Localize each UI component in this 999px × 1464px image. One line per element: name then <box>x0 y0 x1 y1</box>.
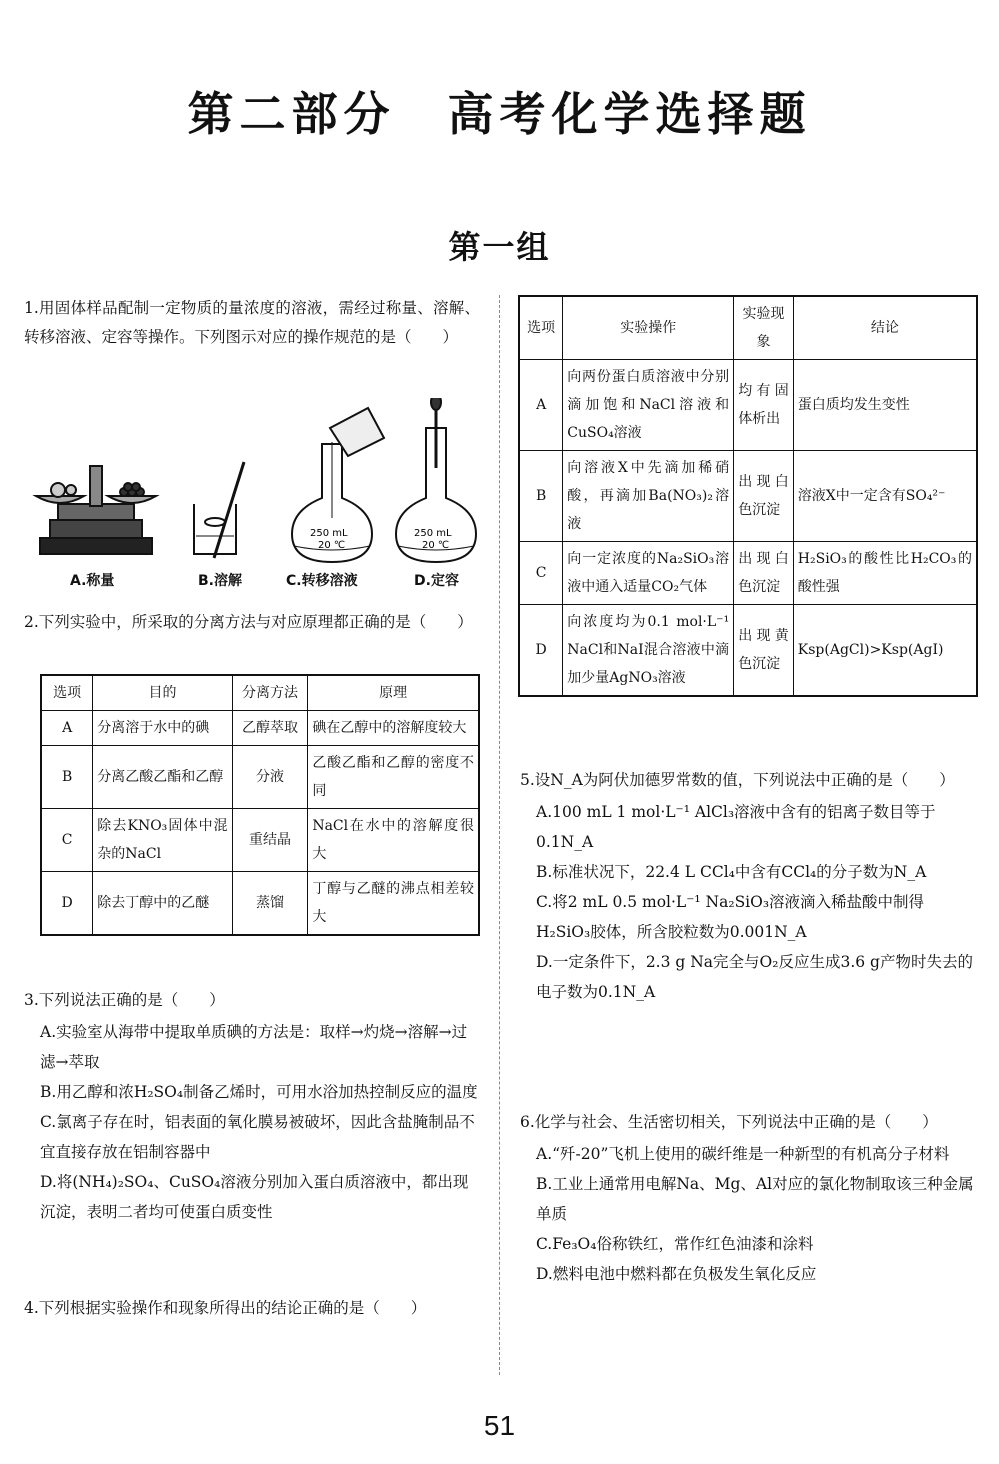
flask-label: 20 ℃ <box>422 540 450 551</box>
principle-cell: 丁醇与乙醚的沸点相差较大 <box>308 872 479 936</box>
operation-cell: 向一定浓度的Na₂SiO₃溶液中通入适量CO₂气体 <box>563 542 734 605</box>
option-text: 氯离子存在时，铝表面的氧化膜易被破坏，因此含盐腌制品不宜直接存放在铝制容器中 <box>40 1113 475 1161</box>
q2-table <box>40 674 480 936</box>
table-row <box>519 451 977 542</box>
table-row <box>41 746 479 809</box>
option-label: A. <box>536 1145 553 1163</box>
observation-cell: 出现白色沉淀 <box>734 542 794 605</box>
q2-table-wrap <box>40 674 480 936</box>
question-stem: 下列根据实验操作和现象所得出的结论正确的是（ ） <box>38 1299 427 1317</box>
q4-table <box>518 295 978 697</box>
table-row <box>41 809 479 872</box>
table-header: 结论 <box>793 296 977 360</box>
question-number: 3. <box>24 991 39 1009</box>
option-label: B. <box>40 1083 57 1101</box>
question-2 <box>24 608 480 637</box>
figure-label: A.称量 <box>70 573 115 589</box>
option-c <box>520 1229 978 1259</box>
conclusion-cell: 蛋白质均发生变性 <box>793 360 977 451</box>
conclusion-cell: H₂SiO₃的酸性比H₂CO₃的酸性强 <box>793 542 977 605</box>
goal-cell: 分离乙酸乙酯和乙醇 <box>93 746 232 809</box>
option-label: B. <box>536 1175 553 1193</box>
table-header: 原理 <box>308 675 479 711</box>
method-cell: 蒸馏 <box>232 872 308 936</box>
question-stem: 用固体样品配制一定物质的量浓度的溶液，需经过称量、溶解、转移溶液、定容等操作。下列图示对应的操作规范的是（ ） <box>24 299 480 346</box>
option-cell: A <box>41 711 93 746</box>
option-cell: B <box>41 746 93 809</box>
option-a <box>520 1139 978 1169</box>
question-number: 1. <box>24 299 39 317</box>
table-row <box>519 360 977 451</box>
option-b <box>24 1077 480 1107</box>
principle-cell: NaCl在水中的溶解度很大 <box>308 809 479 872</box>
option-text: 标准状况下，22.4 L CCl₄中含有CCl₄的分子数为N_A <box>552 863 927 881</box>
option-cell: C <box>41 809 93 872</box>
beaker-icon <box>194 462 244 558</box>
group-heading: 第一组 <box>448 228 551 266</box>
question-3 <box>24 986 480 1227</box>
option-label: A. <box>536 803 553 821</box>
table-header-row <box>41 675 479 711</box>
option-cell: A <box>519 360 563 451</box>
option-text: 100 mL 1 mol·L⁻¹ AlCl₃溶液中含有的铝离子数目等于0.1N_A <box>536 803 936 851</box>
figure-label: D.定容 <box>414 573 459 589</box>
table-header: 实验操作 <box>563 296 734 360</box>
method-cell: 分液 <box>232 746 308 809</box>
option-cell: D <box>519 605 563 697</box>
operation-cell: 向溶液X中先滴加稀硝酸，再滴加Ba(NO₃)₂溶液 <box>563 451 734 542</box>
option-text: 用乙醇和浓H₂SO₄制备乙烯时，可用水浴加热控制反应的温度 <box>56 1083 478 1101</box>
option-label: C. <box>536 893 553 911</box>
option-a <box>520 797 978 857</box>
page-number: 51 <box>483 1410 516 1441</box>
question-5 <box>520 766 978 1007</box>
option-c <box>24 1107 480 1167</box>
option-d <box>24 1167 480 1227</box>
question-stem: 下列说法正确的是（ ） <box>38 991 225 1009</box>
table-header: 分离方法 <box>232 675 308 711</box>
option-cell: C <box>519 542 563 605</box>
option-a <box>24 1017 480 1077</box>
balance-icon <box>36 466 156 554</box>
goal-cell: 分离溶于水中的碘 <box>93 711 232 746</box>
conclusion-cell: Ksp(AgCl)>Ksp(AgI) <box>793 605 977 697</box>
option-text: 实验室从海带中提取单质碘的方法是：取样→灼烧→溶解→过滤→萃取 <box>40 1023 468 1071</box>
table-header: 选项 <box>519 296 563 360</box>
observation-cell: 出现黄色沉淀 <box>734 605 794 697</box>
question-number: 5. <box>520 771 535 789</box>
question-1 <box>24 294 480 352</box>
table-row <box>519 605 977 697</box>
option-d <box>520 1259 978 1289</box>
table-row <box>519 542 977 605</box>
principle-cell: 乙酸乙酯和乙醇的密度不同 <box>308 746 479 809</box>
table-header-row <box>519 296 977 360</box>
operation-cell: 向两份蛋白质溶液中分别滴加饱和NaCl溶液和CuSO₄溶液 <box>563 360 734 451</box>
option-text: 工业上通常用电解Na、Mg、Al对应的氯化物制取该三种金属单质 <box>536 1175 974 1223</box>
option-label: D. <box>40 1173 57 1191</box>
question-number: 2. <box>24 613 39 631</box>
table-row <box>41 711 479 746</box>
option-d <box>520 947 978 1007</box>
option-text: 一定条件下，2.3 g Na完全与O₂反应生成3.6 g产物时失去的电子数为0.1N_A <box>536 953 973 1001</box>
option-label: C. <box>40 1113 57 1131</box>
option-text: “歼-20”飞机上使用的碳纤维是一种新型的有机高分子材料 <box>552 1145 950 1163</box>
question-stem: 化学与社会、生活密切相关，下列说法中正确的是（ ） <box>534 1113 938 1131</box>
table-header: 目的 <box>93 675 232 711</box>
option-text: 将(NH₄)₂SO₄、CuSO₄溶液分别加入蛋白质溶液中，都出现沉淀，表明二者均可使蛋白质变性 <box>40 1173 469 1221</box>
question-4 <box>24 1294 480 1323</box>
option-label: C. <box>536 1235 553 1253</box>
question-number: 6. <box>520 1113 535 1131</box>
q4-table-wrap <box>518 295 978 697</box>
flask-label: 20 ℃ <box>318 540 346 551</box>
table-header: 选项 <box>41 675 93 711</box>
question-stem: 下列实验中，所采取的分离方法与对应原理都正确的是（ ） <box>38 613 473 631</box>
observation-cell: 均有固体析出 <box>734 360 794 451</box>
option-cell: D <box>41 872 93 936</box>
principle-cell: 碘在乙醇中的溶解度较大 <box>308 711 479 746</box>
table-header: 实验现象 <box>734 296 794 360</box>
table-row <box>41 872 479 936</box>
option-cell: B <box>519 451 563 542</box>
option-c <box>520 887 978 947</box>
option-label: A. <box>40 1023 57 1041</box>
flask-label: 250 mL <box>414 528 452 539</box>
option-text: 燃料电池中燃料都在负极发生氧化反应 <box>552 1265 817 1283</box>
option-text: 将2 mL 0.5 mol·L⁻¹ Na₂SiO₃溶液滴入稀盐酸中制得H₂SiO₃胶体，所含胶粒数为0.001N_A <box>536 893 925 941</box>
goal-cell: 除去丁醇中的乙醚 <box>93 872 232 936</box>
question-stem: 设N_A为阿伏加德罗常数的值，下列说法中正确的是（ ） <box>534 771 955 789</box>
flask-label: 250 mL <box>310 528 348 539</box>
conclusion-cell: 溶液X中一定含有SO₄²⁻ <box>793 451 977 542</box>
goal-cell: 除去KNO₃固体中混杂的NaCl <box>93 809 232 872</box>
option-b <box>520 1169 978 1229</box>
operation-cell: 向浓度均为0.1 mol·L⁻¹ NaCl和NaI混合溶液中滴加少量AgNO₃溶液 <box>563 605 734 697</box>
question-number: 4. <box>24 1299 39 1317</box>
option-label: D. <box>536 1265 553 1283</box>
page-title: 第二部分 高考化学选择题 <box>187 87 812 141</box>
option-label: D. <box>536 953 553 971</box>
option-text: Fe₃O₄俗称铁红，常作红色油漆和涂料 <box>552 1235 814 1253</box>
method-cell: 乙醇萃取 <box>232 711 308 746</box>
method-cell: 重结晶 <box>232 809 308 872</box>
figure-label: C.转移溶液 <box>286 573 358 589</box>
lab-apparatus-illustration <box>28 398 480 568</box>
option-b <box>520 857 978 887</box>
option-label: B. <box>536 863 553 881</box>
question-6 <box>520 1108 978 1289</box>
observation-cell: 出现白色沉淀 <box>734 451 794 542</box>
q1-figure <box>28 398 480 598</box>
column-divider <box>499 295 500 1375</box>
figure-label: B.溶解 <box>198 573 242 589</box>
